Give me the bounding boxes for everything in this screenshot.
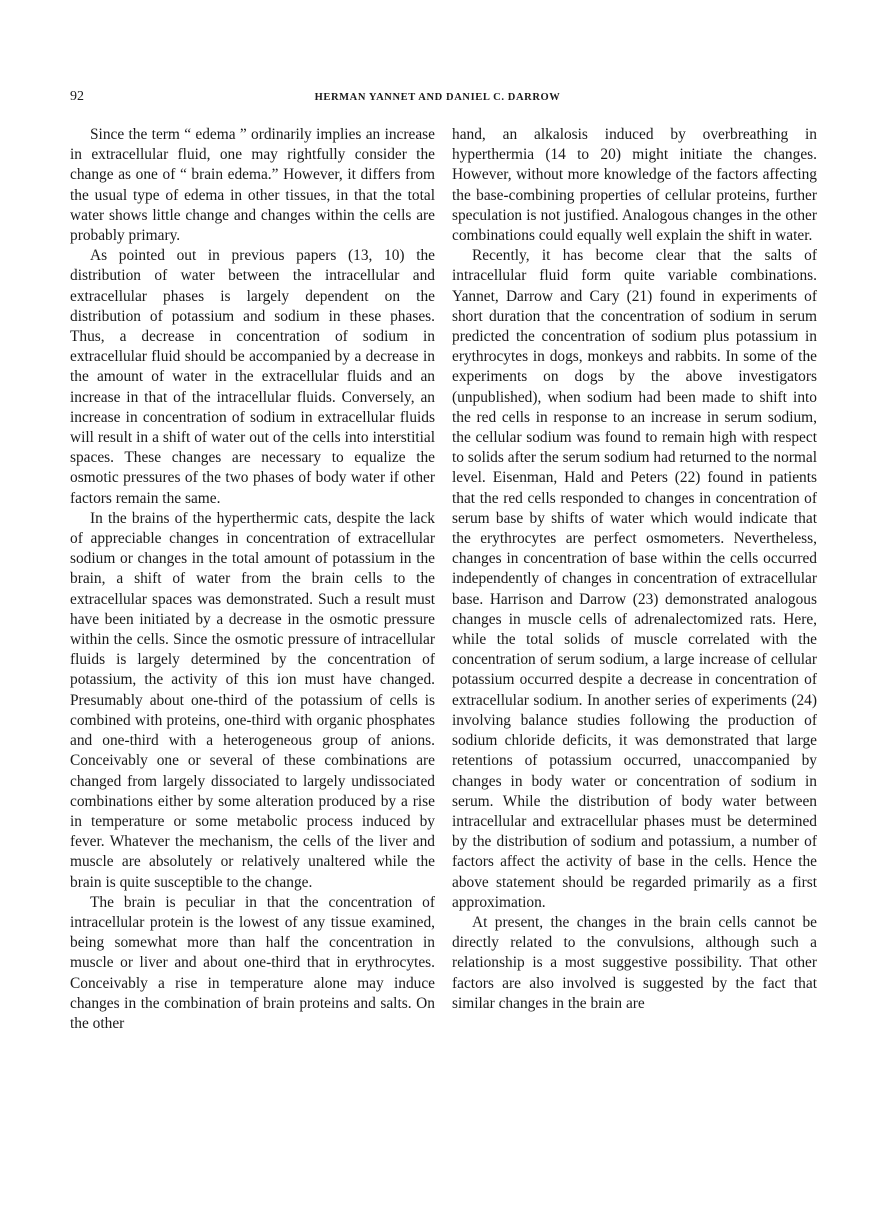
left-column <box>70 125 435 1034</box>
paragraph: As pointed out in previous papers (13, 10) the distribution of water between the intracellular and extracellular phases is largely dependent on the distribution of potassium and sodium in these phases. Thus, a decrease in concentration of sodium in extracellular fluid should be accompanied by a decrease in the amount of water in the extracellular fluids and an increase in that of the intracellular fluids. Conversely, an increase in concentration of sodium in extracellular fluids will result in a shift of water out of the cells into interstitial spaces. These changes are necessary to equalize the osmotic pressures of the two phases of body water if other factors remain the same. <box>70 247 435 507</box>
paragraph-continuation: hand, an alkalosis induced by overbreathing in hyperthermia (14 to 20) might initiate the changes. However, without more knowledge of the factors affecting the base-combining properties of cellular proteins, further speculation is not justified. Analogous changes in the other combinations could equally well explain the shift in water. <box>452 126 817 245</box>
paragraph: Recently, it has become clear that the salts of intracellular fluid form quite variable combinations. Yannet, Darrow and Cary (21) found in experiments of short duration that the concentration of sodium in serum predicted the concentration of sodium plus potassium in erythrocytes in dogs, monkeys and rabbits. In some of the experiments on dogs by the above investigators (unpublished), when sodium had been made to shift into the red cells in response to an increase in serum sodium, the cellular sodium was found to remain high with respect to solids after the serum sodium had returned to the normal level. Eisenman, Hald and Peters (22) found in patients that the red cells responded to changes in concentration of serum base by shifts of water which would indicate that the erythrocytes are perfect osmometers. Nevertheless, changes in concentration of base within the cells occurred independently of changes in concentration of extracellular base. Harrison and Darrow (23) demonstrated analogous changes in muscle cells of adrenalectomized rats. Here, while the total solids of muscle correlated with the concentration of serum sodium, a large increase of cellular potassium occurred despite a decrease in concentration of extracellular sodium. In another series of experiments (24) involving balance studies following the production of sodium chloride deficits, it was demonstrated that large retentions of potassium occurred, unaccompanied by changes in body water or concentration of sodium in serum. While the distribution of body water between intracellular and extracellular phases must be determined by the distribution of sodium and potassium, a number of factors affect the activity of base in the cells. Hence the above statement should be regarded primarily as a first approximation. <box>452 247 817 911</box>
paragraph: Since the term “ edema ” ordinarily implies an increase in extracellular fluid, one may rightfully consider the change as one of “ brain edema.” However, it differs from the usual type of edema in other tissues, in that the total water shows little change and changes within the cells are probably primary. <box>70 126 435 245</box>
paragraph: The brain is peculiar in that the concentration of intracellular protein is the lowest of any tissue examined, being somewhat more than half the concentration in muscle or liver and about one-third that in erythrocytes. Conceivably a rise in temperature alone may induce changes in the combination of brain proteins and salts. On the other <box>70 893 435 1032</box>
running-head: HERMAN YANNET AND DANIEL C. DARROW <box>314 92 561 103</box>
paragraph: At present, the changes in the brain cells cannot be directly related to the convulsions, although such a relationship is a most suggestive possibility. That other factors are also involved is suggested by the fact that similar changes in the brain are <box>452 913 817 1012</box>
paragraph: In the brains of the hyperthermic cats, despite the lack of appreciable changes in concentration of extracellular sodium or changes in the total amount of potassium in the brain, a shift of water from the brain cells to the extracellular spaces was demonstrated. Such a result must have been initiated by a decrease in the osmotic pressure within the cells. Since the osmotic pressure of intracellular fluids is largely determined by the concentration of potassium, the activity of this ion must have changed. Presumably about one-third of the potassium of cells is combined with proteins, one-third with organic phosphates and one-third with a heterogeneous group of anions. Conceivably one or several of these combinations are changed from largely dissociated to largely undissociated combinations either by some alteration produced by a rise in temperature or some metabolic process induced by fever. Whatever the mechanism, the cells of the liver and muscle are absolutely or relatively unaltered while the brain is quite susceptible to the change. <box>70 509 435 891</box>
right-column <box>452 125 817 1014</box>
page-number: 92 <box>70 89 84 104</box>
